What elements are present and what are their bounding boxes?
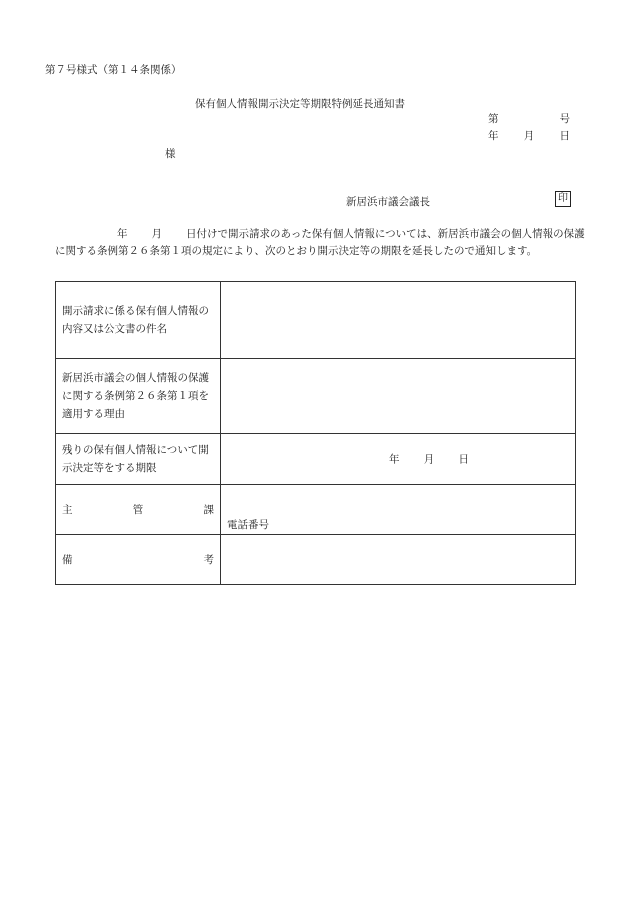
body-year: 年 — [117, 228, 128, 240]
deadline-year: 年 — [389, 453, 400, 466]
issue-date — [488, 128, 570, 143]
document-title: 保有個人情報開示決定等期限特例延長通知書 — [195, 98, 405, 110]
form-number: 第７号様式（第１４条関係） — [45, 64, 182, 76]
table-row — [56, 282, 576, 359]
label-char: 主 — [62, 503, 73, 516]
label-department — [56, 485, 221, 535]
deadline-day: 日 — [458, 453, 469, 466]
body-month: 月 — [151, 228, 162, 240]
document-number — [488, 111, 570, 126]
value-reason[interactable] — [221, 359, 576, 434]
label-char: 課 — [203, 503, 214, 516]
deadline-date — [389, 452, 469, 467]
date-day: 日 — [559, 130, 570, 142]
date-month: 月 — [523, 130, 535, 142]
label-request-content: 開示請求に係る保有個人情報の内容又は公文書の件名 — [56, 282, 221, 359]
label-char: 考 — [203, 553, 214, 566]
value-request-content[interactable] — [221, 282, 576, 359]
label-remarks — [56, 535, 221, 585]
deadline-month: 月 — [423, 453, 435, 466]
sender-name: 新居浜市議会議長 — [346, 196, 430, 208]
doc-number-prefix: 第 — [488, 113, 499, 125]
table-row — [56, 434, 576, 485]
table-row — [56, 535, 576, 585]
addressee-suffix: 様 — [165, 148, 176, 160]
value-remarks[interactable] — [221, 535, 576, 585]
label-deadline: 残りの保有個人情報について開示決定等をする期限 — [56, 434, 221, 485]
label-reason: 新居浜市議会の個人情報の保護に関する条例第２６条第１項を適用する理由 — [56, 359, 221, 434]
label-char: 備 — [62, 553, 73, 566]
table-row — [56, 359, 576, 434]
label-char: 管 — [132, 503, 144, 516]
value-deadline[interactable] — [221, 434, 576, 485]
body-paragraph — [55, 226, 585, 260]
doc-number-suffix: 号 — [559, 113, 570, 125]
body-text: 日付けで開示請求のあった保有個人情報については、新居浜市議会の個人情報の保護に関する条例第２６条第１項の規定により、次のとおり開示決定等の期限を延長したので通知します。 — [55, 228, 585, 257]
notice-table — [55, 281, 576, 585]
phone-number-label: 電話番号 — [227, 519, 269, 531]
seal-mark: 印 — [555, 191, 571, 207]
table-row — [56, 485, 576, 535]
value-department[interactable] — [221, 485, 576, 535]
date-year: 年 — [488, 130, 499, 142]
